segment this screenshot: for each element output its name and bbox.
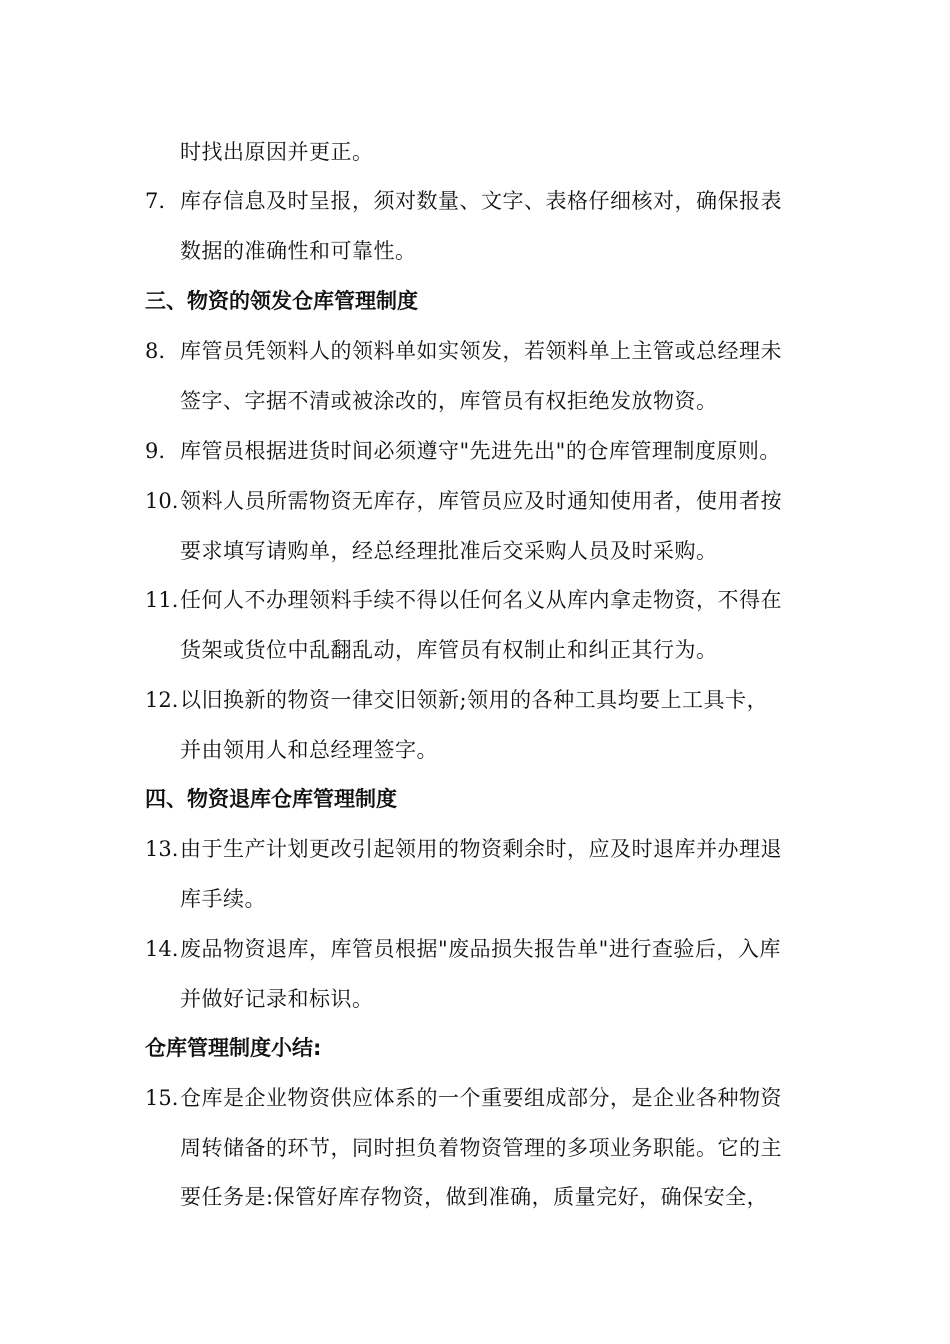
- section-heading: 三、物资的领发仓库管理制度: [145, 289, 418, 313]
- list-number: 13.: [145, 837, 179, 861]
- list-number: 10.: [145, 489, 179, 513]
- list-item-line: 由于生产计划更改引起领用的物资剩余时，应及时退库并办理退: [180, 837, 782, 861]
- list-item-line: 要任务是:保管好库存物资，做到准确，质量完好，确保安全，: [180, 1185, 769, 1209]
- list-number: 11.: [145, 588, 179, 612]
- section-heading: 四、物资退库仓库管理制度: [145, 787, 397, 811]
- list-item-line: 数据的准确性和可靠性。: [180, 239, 417, 263]
- list-item-line: 库管员根据进货时间必须遵守"先进先出"的仓库管理制度原则。: [180, 439, 781, 463]
- list-number: 14.: [145, 937, 179, 961]
- list-number: 12.: [145, 688, 179, 712]
- list-item-line: 要求填写请购单，经总经理批准后交采购人员及时采购。: [180, 539, 718, 563]
- list-item-line: 库手续。: [180, 887, 266, 911]
- list-number: 8.: [145, 339, 166, 363]
- list-item-line: 以旧换新的物资一律交旧领新;领用的各种工具均要上工具卡，: [180, 688, 769, 712]
- list-item-line: 领料人员所需物资无库存，库管员应及时通知使用者，使用者按: [180, 489, 782, 513]
- list-number: 15.: [145, 1086, 179, 1110]
- list-item-line: 周转储备的环节，同时担负着物资管理的多项业务职能。它的主: [180, 1136, 782, 1160]
- list-item-line: 货架或货位中乱翻乱动，库管员有权制止和纠正其行为。: [180, 638, 718, 662]
- list-item-line: 库管员凭领料人的领料单如实领发，若领料单上主管或总经理未: [180, 339, 782, 363]
- paragraph-line: 时找出原因并更正。: [180, 140, 374, 164]
- list-item-line: 任何人不办理领料手续不得以任何名义从库内拿走物资，不得在: [180, 588, 782, 612]
- list-item-line: 并由领用人和总经理签字。: [180, 738, 438, 762]
- list-item-line: 库存信息及时呈报，须对数量、文字、表格仔细核对，确保报表: [180, 189, 782, 213]
- section-heading: 仓库管理制度小结:: [145, 1036, 322, 1060]
- list-item-line: 废品物资退库，库管员根据"废品损失报告单"进行查验后，入库: [180, 937, 781, 961]
- list-number: 7.: [145, 189, 166, 213]
- list-item-line: 仓库是企业物资供应体系的一个重要组成部分，是企业各种物资: [180, 1086, 782, 1110]
- list-item-line: 并做好记录和标识。: [180, 987, 374, 1011]
- list-item-line: 签字、字据不清或被涂改的，库管员有权拒绝发放物资。: [180, 389, 718, 413]
- list-number: 9.: [145, 439, 166, 463]
